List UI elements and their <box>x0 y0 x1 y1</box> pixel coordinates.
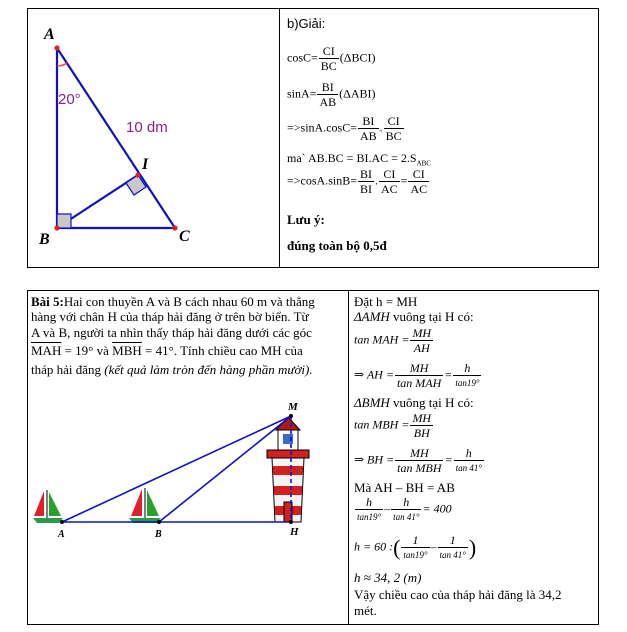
fig-label-B: B <box>155 529 162 540</box>
top-table-divider <box>279 8 280 268</box>
lighthouse <box>267 417 309 522</box>
problem-line-4: $\overline{MAH} = 19^\circ$ và $\overline{MBH} = 41^\circ$. Tính chiều cao MH của <box>31 343 303 358</box>
problem-line-5: tháp hải đăng (kết quả làm tròn đến hàng phần mười). <box>31 362 313 377</box>
formula-cosC: cosC= $\frac{CI}{BC}$ (ΔBCI) <box>287 44 376 73</box>
sol-tan-MBH: tan MBH = $\frac{MH}{BH}$ <box>354 411 432 440</box>
line-BM <box>159 416 291 522</box>
point-B-fig <box>157 520 161 524</box>
sailboat-B <box>129 488 161 523</box>
label-C: C <box>179 228 190 245</box>
formula-sinA: sinA= $\frac{BI}{AB}$ (ΔABI) <box>287 80 376 109</box>
fig-label-M: M <box>288 401 298 413</box>
sol-line-8: Mà AH – BH = AB <box>354 480 455 495</box>
sol-conclusion: Vậy chiều cao của tháp hải đăng là 34,2 <box>354 587 562 602</box>
point-A-fig <box>60 520 64 524</box>
lighthouse-figure <box>29 390 347 550</box>
sol-BH: ⇒ BH = $\frac{MH}{\text{tan MBH}}$ = $\frac{h}{\tan 41^\circ}$ <box>354 446 482 475</box>
angle-label: 20° <box>58 91 81 108</box>
label-I: I <box>142 156 149 173</box>
formula-area: ma` $AB.BC = BI.AC = 2.S_{ABC}$ <box>287 151 431 168</box>
problem-line-1: Bài 5:Hai con thuyền A và B cách nhau 60 m và thẳng <box>31 294 315 309</box>
line-AM <box>62 416 291 522</box>
sol-h-approx: h ≈ 34, 2 (m) <box>354 570 422 585</box>
sol-AH: ⇒ AH = $\frac{MH}{\text{tan MAH}}$ = $\frac{h}{\tan 19^\circ}$ <box>354 361 480 390</box>
bottom-table-divider <box>348 290 349 625</box>
label-A: A <box>44 26 55 43</box>
point-B <box>54 225 59 230</box>
sailboat-A <box>33 490 63 523</box>
sol-tan-MAH: tan MAH = $\frac{MH}{AH}$ <box>354 326 432 355</box>
point-C <box>172 225 177 230</box>
sol-line-2: ΔAMH vuông tại H có: <box>354 309 474 324</box>
point-A <box>54 45 59 50</box>
sol-h-eq: h = 60 :( $\frac{1}{\tan 19^\circ}$ – $\frac{1}{\tan 41^\circ}$ ) <box>354 533 477 560</box>
right-angle-B <box>57 214 71 228</box>
formula-cosA-sinB: =>cosA.sinB= $\frac{BI}{BI}$ . $\frac{CI}{AC}$ = $\frac{CI}{AC}$ <box>287 167 428 196</box>
angle-arc-A <box>57 63 67 66</box>
point-I <box>135 172 140 177</box>
side-AC <box>57 48 175 228</box>
fig-label-H: H <box>290 526 299 538</box>
label-B: B <box>39 231 50 248</box>
length-label: 10 dm <box>126 119 168 136</box>
sol-line-5: ΔBMH vuông tại H có: <box>354 395 474 410</box>
problem-line-2: hàng với chân H của tháp hải đăng ở trên bờ biển. Từ <box>31 309 309 324</box>
problem-line-3: A và B, người ta nhìn thấy tháp hải đăng dưới các góc <box>31 325 312 340</box>
sol-line-1: Đặt h = MH <box>354 294 418 309</box>
sol-eq-400: $\frac{h}{\tan 19^\circ}$ – $\frac{h}{\tan 41^\circ}$ = 400 <box>357 495 452 522</box>
formula-sinA-cosC: =>sinA.cosC= $\frac{BI}{AB}$ . $\frac{CI}{BC}$ <box>287 114 402 143</box>
note-body: đúng toàn bộ 0,5đ <box>287 238 387 253</box>
note-title: Lưu ý: <box>287 212 325 227</box>
fig-label-A: A <box>58 529 65 540</box>
point-H-fig <box>289 520 293 524</box>
solution-heading: b)Giải: <box>287 16 326 31</box>
sol-conclusion-2: mét. <box>354 603 377 618</box>
